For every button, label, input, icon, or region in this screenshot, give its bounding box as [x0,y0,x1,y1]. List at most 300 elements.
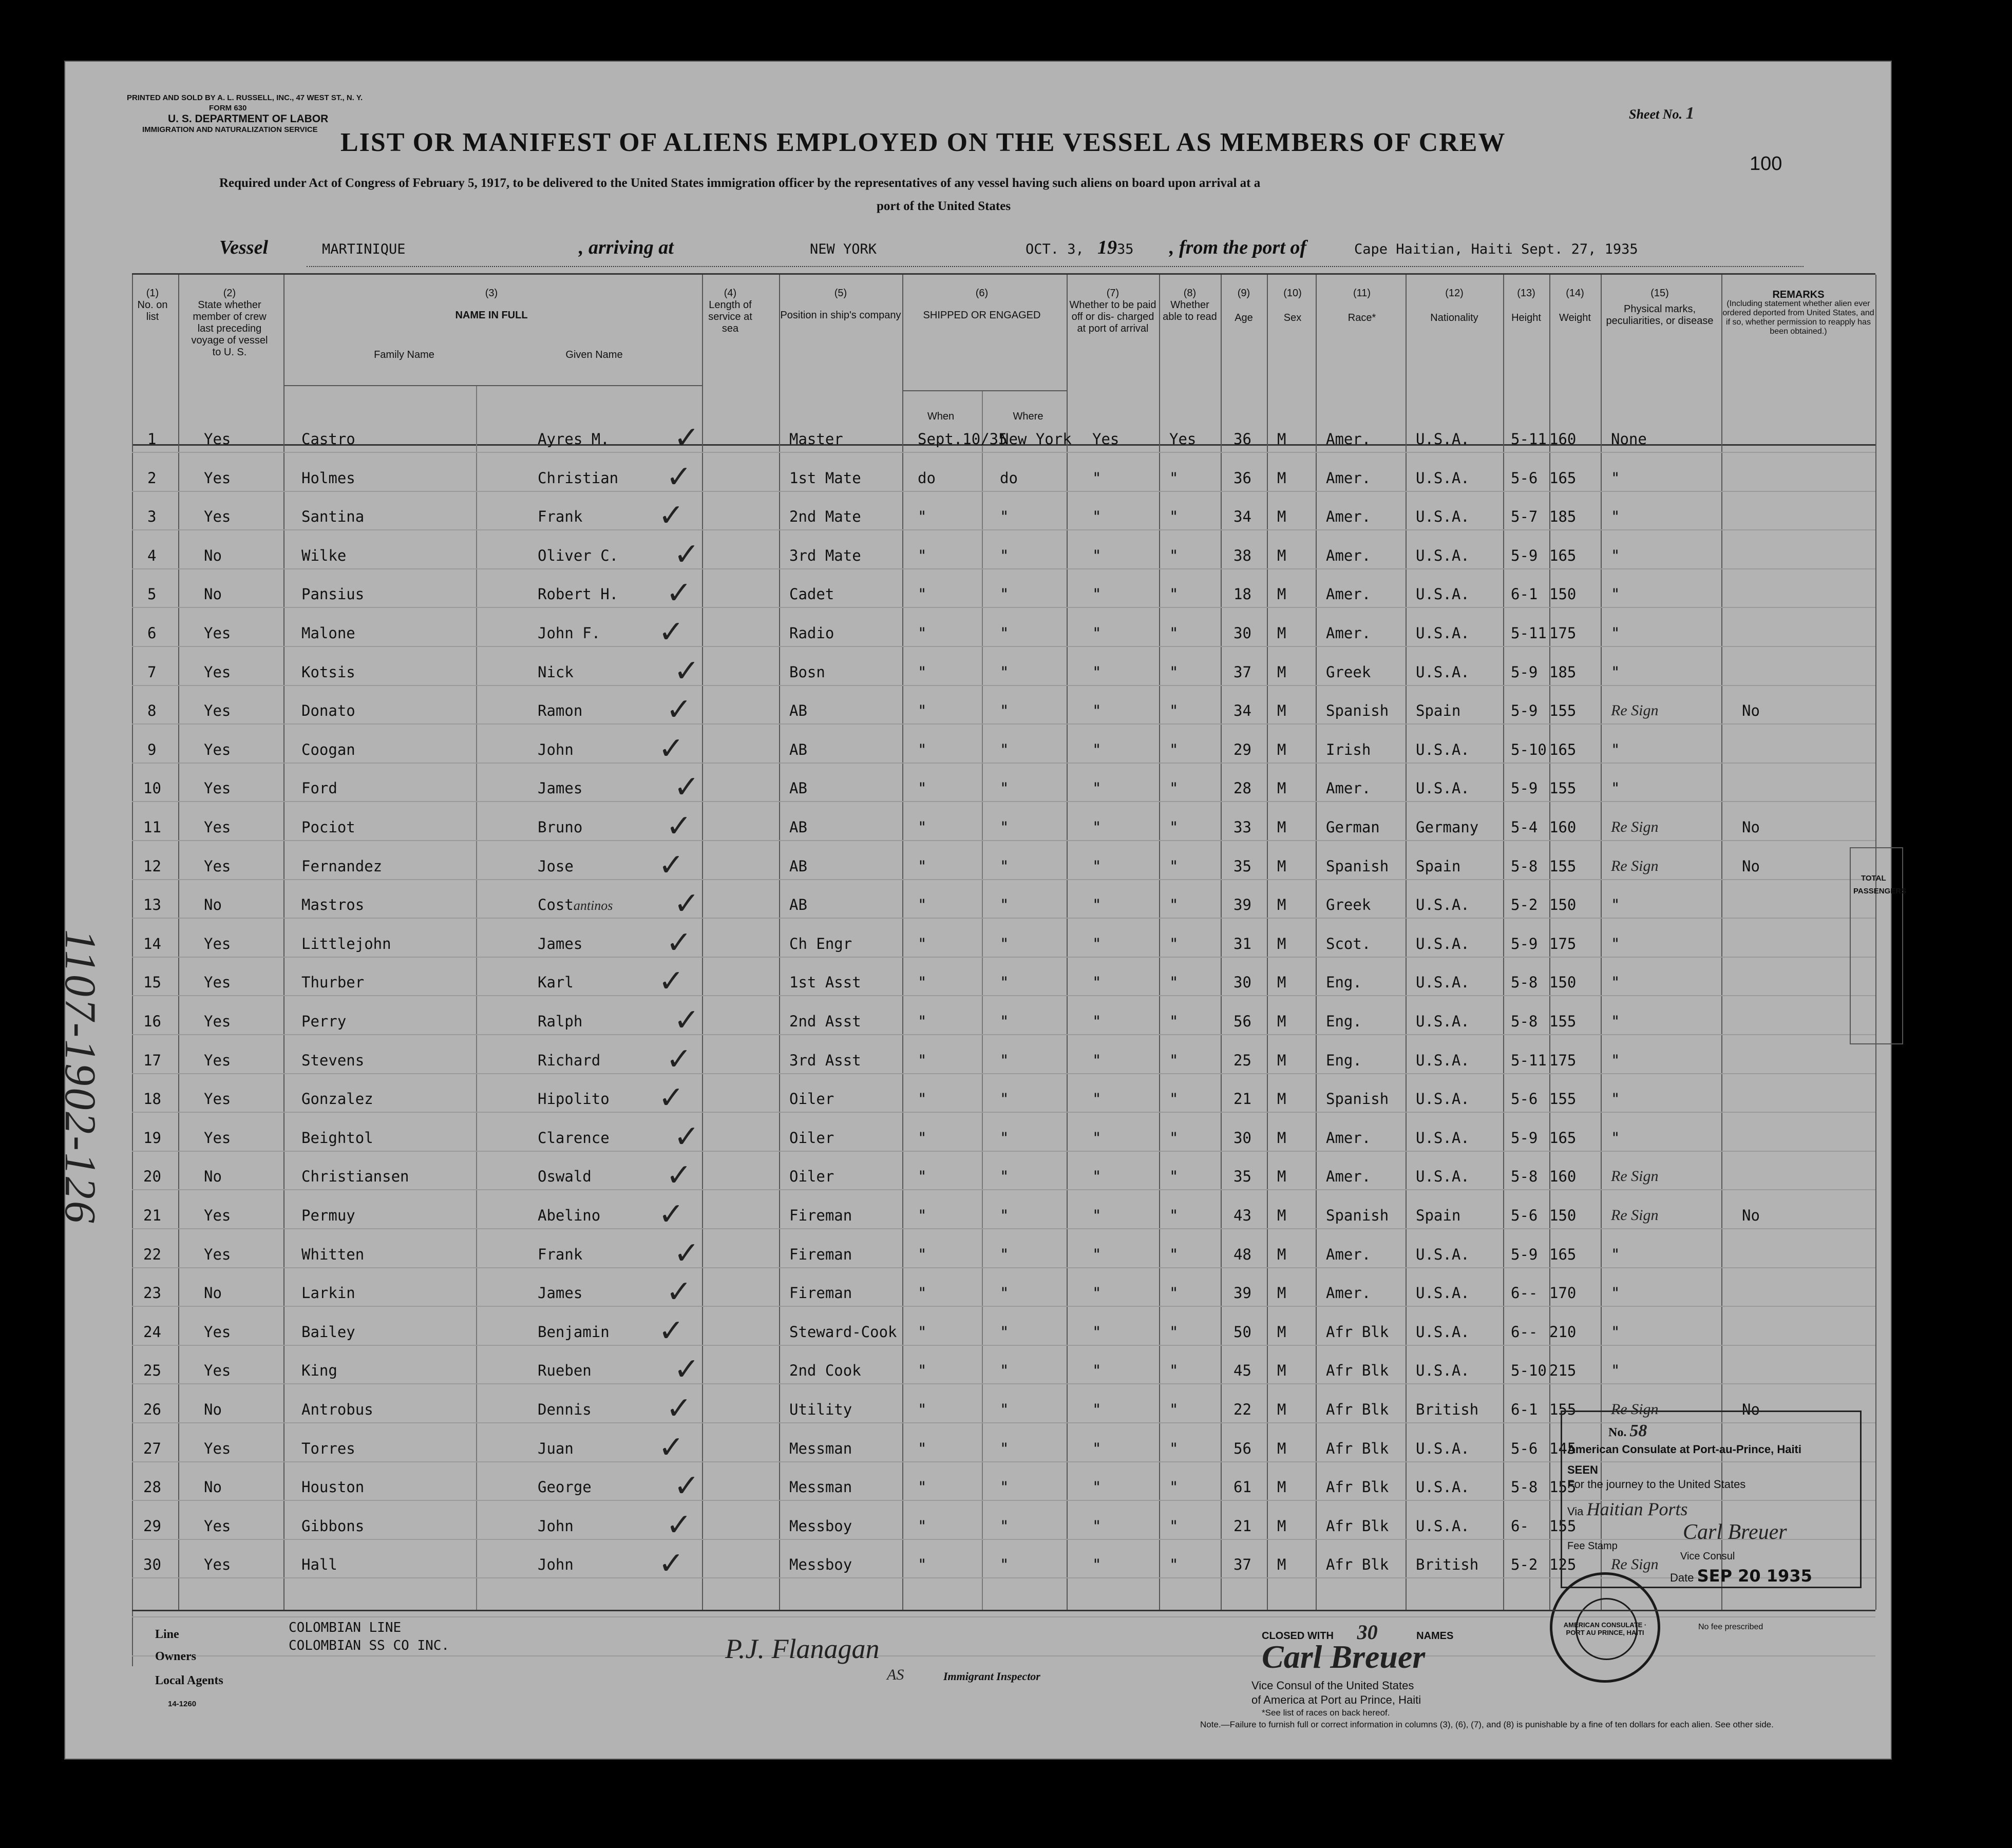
check-mark-icon: ✓ [666,575,692,612]
cell-position: Fireman [789,1207,852,1224]
cell-given-name: Richard [538,1051,601,1069]
cell-prev-voyage: Yes [204,1245,231,1263]
cell-prev-voyage: Yes [204,1129,231,1147]
cell-position: Radio [789,624,834,642]
cell-able-to-read: " [1169,1478,1179,1496]
cell-sex: M [1277,740,1286,758]
cell-nationality: U.S.A. [1416,508,1470,526]
cell-race: Afr Blk [1326,1517,1389,1535]
cell-weight: 185 [1549,508,1577,526]
cell-shipped-where: " [1000,663,1009,681]
cell-sex: M [1277,585,1286,603]
cell-shipped-when: do [918,469,936,487]
cell-shipped-when: " [918,1517,927,1535]
check-mark-icon: ✓ [658,1429,685,1465]
cell-given-name: John [538,740,574,758]
cell-row-number: 1 [147,430,157,448]
cell-height: 5-6 [1511,469,1538,487]
cell-row-number: 18 [143,1090,161,1108]
cell-able-to-read: " [1169,508,1179,526]
cell-shipped-when: " [918,1401,927,1418]
cell-shipped-when: " [918,1323,927,1341]
cell-race: Afr Blk [1326,1362,1389,1380]
cell-age: 39 [1233,1284,1251,1302]
cell-weight: 155 [1549,1478,1577,1496]
cell-able-to-read: " [1169,974,1179,992]
cell-given-name: Benjamin [538,1323,610,1341]
cell-row-number: 23 [143,1284,161,1302]
cell-given-name: George [538,1478,592,1496]
cell-age: 35 [1233,857,1251,875]
cell-position: 2nd Cook [789,1362,861,1380]
cell-sex: M [1277,1168,1286,1186]
margin-handwritten-number: 1107-1902-126 [56,929,105,1225]
vice-consul-signature: Carl Breuer [1262,1639,1426,1675]
cell-family-name: Torres [301,1439,355,1457]
cell-prev-voyage: No [204,1401,222,1418]
cell-paid-off: " [1092,1362,1102,1380]
cell-age: 48 [1233,1245,1251,1263]
cell-shipped-when: " [918,1051,927,1069]
cell-paid-off: " [1092,1245,1102,1263]
cell-weight: 155 [1549,1013,1577,1030]
cell-nationality: U.S.A. [1416,1051,1470,1069]
cell-height: 5-6 [1511,1090,1538,1108]
cell-prev-voyage: No [204,1168,222,1186]
col-race-header: (11) Race* [1347,288,1376,323]
cell-row-number: 21 [143,1207,161,1224]
cell-prev-voyage: Yes [204,663,231,681]
cell-height: 5-9 [1511,935,1538,952]
cell-shipped-when: " [918,702,927,720]
check-mark-icon: ✓ [674,536,700,573]
cell-shipped-where: " [1000,1129,1009,1147]
cell-height: 5-9 [1511,702,1538,720]
cell-physical-marks: Re Sign [1611,1556,1659,1573]
cell-prev-voyage: Yes [204,1323,231,1341]
cell-age: 56 [1233,1439,1251,1457]
cell-family-name: Larkin [301,1284,355,1302]
check-mark-icon: ✓ [674,1235,700,1271]
cell-sex: M [1277,1284,1286,1302]
cell-given-name: Karl [538,974,574,992]
cell-nationality: U.S.A. [1416,896,1470,914]
cell-family-name: Hall [301,1556,337,1574]
cell-race: Afr Blk [1326,1478,1389,1496]
cell-position: AB [789,896,807,914]
cell-row-number: 30 [143,1556,161,1574]
cell-shipped-where: " [1000,1439,1009,1457]
cell-physical-marks: " [1611,896,1620,914]
cell-sex: M [1277,1090,1286,1108]
cell-age: 33 [1233,818,1251,836]
cell-able-to-read: Yes [1169,430,1197,448]
cell-position: AB [789,857,807,875]
cell-shipped-where: " [1000,1284,1009,1302]
cell-family-name: Perry [301,1013,347,1030]
cell-able-to-read: " [1169,1129,1179,1147]
cell-shipped-where: " [1000,740,1009,758]
cell-weight: 150 [1549,974,1577,992]
cell-height: 6-1 [1511,1401,1538,1418]
cell-shipped-where: " [1000,585,1009,603]
cell-physical-marks: " [1611,585,1620,603]
given-name-handwritten: antinos [573,898,613,913]
cell-physical-marks: " [1611,1013,1620,1030]
cell-sex: M [1277,1362,1286,1380]
cell-position: Master [789,430,843,448]
cell-shipped-where: " [1000,818,1009,836]
form-number: FORM 630 [209,104,247,112]
cell-row-number: 3 [147,508,157,526]
cell-given-name: Nick [538,663,574,681]
cell-able-to-read: " [1169,857,1179,875]
cell-shipped-when: " [918,1168,927,1186]
cell-row-number: 6 [147,624,157,642]
cell-given-name: Hipolito [538,1090,610,1108]
local-agents-label: Local Agents [155,1674,223,1687]
cell-weight: 155 [1549,1090,1577,1108]
cell-row-number: 7 [147,663,157,681]
cell-given-name: James [538,779,583,797]
cell-position: 1st Asst [789,974,861,992]
cell-paid-off: Yes [1092,430,1119,448]
cell-prev-voyage: Yes [204,1439,231,1457]
cell-family-name: Ford [301,779,337,797]
cell-weight: 165 [1549,1245,1577,1263]
cell-weight: 165 [1549,1129,1577,1147]
cell-shipped-where: " [1000,935,1009,952]
cell-shipped-when: " [918,779,927,797]
cell-family-name: Pociot [301,818,355,836]
cell-paid-off: " [1092,974,1102,992]
cell-given-name: Ralph [538,1013,583,1030]
cell-paid-off: " [1092,1401,1102,1418]
cell-sex: M [1277,1207,1286,1224]
cell-paid-off: " [1092,857,1102,875]
col-sex-header: (10) Sex [1283,288,1302,323]
cell-height: 5-6 [1511,1207,1538,1224]
check-mark-icon: ✓ [666,1041,692,1077]
col-age-header: (9) Age [1235,288,1253,323]
cell-position: Utility [789,1401,852,1418]
cell-shipped-where: " [1000,974,1009,992]
stamp-fee: Fee Stamp [1567,1540,1618,1552]
cell-weight: 160 [1549,1168,1577,1186]
cell-family-name: Holmes [301,469,355,487]
cell-shipped-where: " [1000,1090,1009,1108]
cell-row-number: 11 [143,818,161,836]
cell-nationality: U.S.A. [1416,1323,1470,1341]
cell-race: Amer. [1326,1245,1371,1263]
cell-given-name: John [538,1556,574,1574]
cell-age: 30 [1233,1129,1251,1147]
cell-family-name: Santina [301,508,365,526]
seal-text: AMERICAN CONSULATE · PORT AU PRINCE, HAITI [1563,1621,1647,1636]
cell-height: 5-9 [1511,663,1538,681]
cell-row-number: 28 [143,1478,161,1496]
cell-paid-off: " [1092,1013,1102,1030]
cell-paid-off: " [1092,818,1102,836]
cell-row-number: 25 [143,1362,161,1380]
cell-height: 6-1 [1511,585,1538,603]
cell-nationality: U.S.A. [1416,779,1470,797]
cell-row-number: 16 [143,1013,161,1030]
cell-family-name: Mastros [301,896,365,914]
col-paid-off-header: (7) Whether to be paid off or dis- charged at port of arrival [1069,288,1156,334]
col-weight-header: (14) Weight [1559,288,1591,323]
cell-height: 5-11 [1511,624,1547,642]
cell-shipped-where: " [1000,1207,1009,1224]
cell-family-name: Bailey [301,1323,355,1341]
cell-row-number: 9 [147,740,157,758]
vessel-label: Vessel [219,237,268,258]
cell-weight: 155 [1549,1401,1577,1418]
cell-shipped-when: " [918,740,927,758]
cell-physical-marks: " [1611,1323,1620,1341]
cell-given-name: Frank [538,508,583,526]
cell-physical-marks: Re Sign [1611,1401,1659,1418]
cell-nationality: U.S.A. [1416,1478,1470,1496]
cell-race: Spanish [1326,1207,1389,1224]
cell-paid-off: " [1092,469,1102,487]
cell-age: 25 [1233,1051,1251,1069]
cell-sex: M [1277,702,1286,720]
cell-age: 39 [1233,896,1251,914]
stamp-date: Date SEP 20 1935 [1670,1566,1812,1586]
cell-weight: 155 [1549,1517,1577,1535]
cell-given-name: Jose [538,857,574,875]
col-nationality-header: (12) Nationality [1430,288,1478,323]
cell-position: AB [789,779,807,797]
cell-able-to-read: " [1169,740,1179,758]
cell-family-name: Castro [301,430,355,448]
cell-able-to-read: " [1169,585,1179,603]
cell-race: Afr Blk [1326,1556,1389,1574]
sheet-number-label: Sheet No. 1 [1629,104,1695,123]
cell-age: 21 [1233,1517,1251,1535]
cell-nationality: U.S.A. [1416,1284,1470,1302]
cell-row-number: 27 [143,1439,161,1457]
cell-position: Messboy [789,1517,852,1535]
cell-height: 5-10 [1511,1362,1547,1380]
cell-paid-off: " [1092,1090,1102,1108]
cell-weight: 155 [1549,702,1577,720]
cell-nationality: U.S.A. [1416,1090,1470,1108]
cell-able-to-read: " [1169,1051,1179,1069]
cell-weight: 175 [1549,935,1577,952]
cell-race: Eng. [1326,1051,1362,1069]
cell-able-to-read: " [1169,1207,1179,1224]
cell-race: Amer. [1326,546,1371,564]
col-shipped-header: (6) SHIPPED OR ENGAGED [923,288,1041,321]
check-mark-icon: ✓ [666,924,692,961]
cell-sex: M [1277,1401,1286,1418]
cell-shipped-where: " [1000,1013,1009,1030]
cell-paid-off: " [1092,1478,1102,1496]
cell-height: 5-2 [1511,1556,1538,1574]
col-no-header: (1) No. on list [137,288,168,322]
cell-height: 5-8 [1511,974,1538,992]
check-mark-icon: ✓ [658,1312,685,1349]
cell-able-to-read: " [1169,1090,1179,1108]
cell-row-number: 12 [143,857,161,875]
cell-weight: 175 [1549,624,1577,642]
cell-shipped-when: " [918,1556,927,1574]
cell-height: 5-9 [1511,546,1538,564]
cell-sex: M [1277,857,1286,875]
stamp-seen: SEEN [1567,1463,1598,1476]
cell-height: 6-- [1511,1284,1538,1302]
check-mark-icon: ✓ [674,1002,700,1038]
cell-height: 5-9 [1511,1245,1538,1263]
check-mark-icon: ✓ [674,1351,700,1388]
cell-family-name: Beightol [301,1129,373,1147]
cell-paid-off: " [1092,546,1102,564]
cell-sex: M [1277,974,1286,992]
cell-weight: 155 [1549,857,1577,875]
cell-physical-marks: " [1611,1284,1620,1302]
cell-shipped-when: " [918,1129,927,1147]
cell-nationality: U.S.A. [1416,740,1470,758]
cell-family-name: Kotsis [301,663,355,681]
cell-paid-off: " [1092,935,1102,952]
cell-physical-marks: " [1611,469,1620,487]
cell-race: Afr Blk [1326,1439,1389,1457]
cell-prev-voyage: No [204,896,222,914]
cell-shipped-when: " [918,1245,927,1263]
cell-height: 5-8 [1511,1013,1538,1030]
cell-nationality: U.S.A. [1416,430,1470,448]
cell-able-to-read: " [1169,469,1179,487]
cell-height: 5-10 [1511,740,1547,758]
cell-race: Amer. [1326,1168,1371,1186]
cell-sex: M [1277,1245,1286,1263]
cell-sex: M [1277,1051,1286,1069]
cell-race: Spanish [1326,702,1389,720]
cell-paid-off: " [1092,663,1102,681]
cell-family-name: Stevens [301,1051,365,1069]
col-remarks-header: REMARKS (Including statement whether alien ever ordered deported from United States, and if so, whether permission to reapply has been obtained.) [1722,289,1874,336]
cell-given-name: Frank [538,1245,583,1263]
cell-nationality: U.S.A. [1416,1245,1470,1263]
cell-sex: M [1277,508,1286,526]
cell-shipped-when: " [918,818,927,836]
cell-age: 29 [1233,740,1251,758]
cell-shipped-where: do [1000,469,1018,487]
cell-age: 37 [1233,663,1251,681]
cell-prev-voyage: Yes [204,1556,231,1574]
cell-race: Greek [1326,896,1371,914]
cell-weight: 155 [1549,779,1577,797]
cell-physical-marks: " [1611,974,1620,992]
cell-able-to-read: " [1169,818,1179,836]
cell-remarks: No [1742,857,1760,875]
cell-nationality: U.S.A. [1416,624,1470,642]
cell-prev-voyage: Yes [204,818,231,836]
cell-paid-off: " [1092,896,1102,914]
cell-physical-marks: Re Sign [1611,1207,1659,1224]
cell-able-to-read: " [1169,1517,1179,1535]
year-label: 1935 [1097,237,1134,258]
page-number: 100 [1750,153,1782,175]
cell-nationality: British [1416,1401,1479,1418]
cell-row-number: 29 [143,1517,161,1535]
cell-weight: 150 [1549,585,1577,603]
cell-physical-marks: " [1611,663,1620,681]
cell-given-name: Dennis [538,1401,592,1418]
cell-race: Greek [1326,663,1371,681]
cell-family-name: Littlejohn [301,935,391,952]
cell-nationality: U.S.A. [1416,663,1470,681]
cell-able-to-read: " [1169,896,1179,914]
cell-given-name: John [538,1517,574,1535]
cell-sex: M [1277,1323,1286,1341]
cell-shipped-where: " [1000,1478,1009,1496]
cell-height: 5-8 [1511,857,1538,875]
cell-position: Bosn [789,663,825,681]
cell-age: 61 [1233,1478,1251,1496]
cell-family-name: Gibbons [301,1517,365,1535]
cell-position: 3rd Mate [789,546,861,564]
cell-row-number: 13 [143,896,161,914]
cell-family-name: Coogan [301,740,355,758]
cell-nationality: U.S.A. [1416,935,1470,952]
cell-nationality: Spain [1416,1207,1461,1224]
cell-weight: 125 [1549,1556,1577,1574]
cell-shipped-when: " [918,1207,927,1224]
cell-able-to-read: " [1169,546,1179,564]
cell-paid-off: " [1092,1556,1102,1574]
cell-physical-marks: " [1611,1090,1620,1108]
cell-nationality: U.S.A. [1416,1362,1470,1380]
cell-race: Afr Blk [1326,1401,1389,1418]
cell-remarks: No [1742,702,1760,720]
cell-age: 28 [1233,779,1251,797]
check-mark-icon: ✓ [666,1157,692,1194]
cell-height: 5-6 [1511,1439,1538,1457]
cell-prev-voyage: Yes [204,779,231,797]
cell-prev-voyage: Yes [204,1207,231,1224]
cell-shipped-where: " [1000,857,1009,875]
consulate-seal [1550,1572,1660,1683]
cell-weight: 170 [1549,1284,1577,1302]
check-mark-icon: ✓ [666,692,692,728]
owners-label: Owners [155,1650,196,1663]
cell-age: 36 [1233,469,1251,487]
col-shipped-when-header: When [927,411,955,422]
cell-given-name: Rueben [538,1362,592,1380]
cell-shipped-when: " [918,663,927,681]
cell-prev-voyage: Yes [204,1090,231,1108]
cell-nationality: U.S.A. [1416,469,1470,487]
cell-paid-off: " [1092,1207,1102,1224]
check-mark-icon: ✓ [658,498,685,534]
cell-sex: M [1277,1517,1286,1535]
manifest-title: LIST OR MANIFEST OF ALIENS EMPLOYED ON THE VESSEL AS MEMBERS OF CREW [340,128,1506,157]
right-margin-box: TOTAL PASSENGERS [1850,847,1903,1044]
cell-prev-voyage: No [204,546,222,564]
col-name-header: (3) NAME IN FULL [455,288,528,321]
cell-position: Steward-Cook [789,1323,897,1341]
cell-nationality: Spain [1416,857,1461,875]
cell-prev-voyage: No [204,585,222,603]
cell-physical-marks: Re Sign [1611,857,1659,874]
cell-row-number: 2 [147,469,157,487]
cell-prev-voyage: No [204,1478,222,1496]
arriving-label: , arriving at [579,237,674,258]
cell-able-to-read: " [1169,1556,1179,1574]
